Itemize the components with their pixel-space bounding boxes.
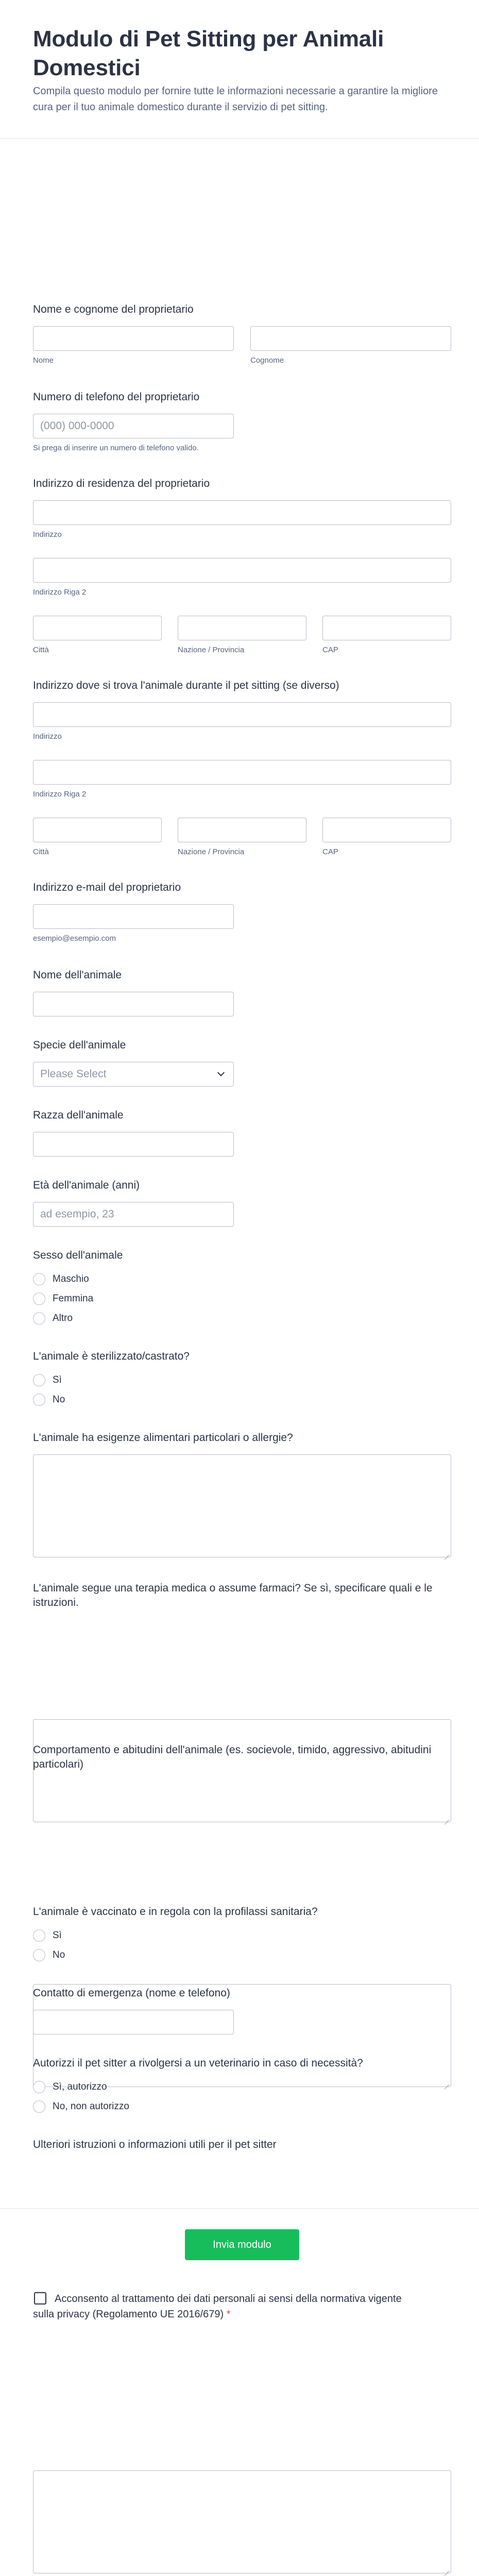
notes-textarea[interactable] [33,2470,451,2573]
radio-button[interactable] [33,1273,45,1285]
form-header [0,0,479,139]
pet-sterilized-options [33,1368,65,1407]
radio-option-maschio[interactable]: Maschio [33,1272,93,1286]
pet-name-input[interactable] [33,992,234,1016]
pet-age-input[interactable] [33,1202,234,1227]
radio-button[interactable] [33,1949,45,1961]
pet-species-selected: Please Select [40,1068,107,1080]
email-input[interactable] [33,904,234,929]
pet-region-sublabel: Nazione / Provincia [178,848,245,856]
diet-label: L'animale ha esigenze alimentari particolari o allergie? [33,1432,293,1444]
owner-zip-input[interactable] [322,616,451,640]
vet-auth-options [33,2075,129,2114]
vet-auth-label: Autorizzi il pet sitter a rivolgersi a un veterinario in caso di necessità? [33,2057,363,2069]
resize-grip-icon[interactable] [444,1550,449,1555]
vaccinated-label: L'animale è vaccinato e in regola con la profilassi sanitaria? [33,1906,318,1918]
pet-address-line1-sublabel: Indirizzo [33,732,62,741]
owner-address-line2-sublabel: Indirizzo Riga 2 [33,588,87,597]
pet-breed-label: Razza dell'animale [33,1109,124,1121]
consent-label: Acconsento al trattamento dei dati personali ai sensi della normativa vigente sulla privacy (Regolamento UE 2016/679) [33,2293,402,2320]
pet-zip-input[interactable] [322,818,451,842]
last-name-input[interactable] [250,326,451,351]
radio-button[interactable] [33,1929,45,1942]
therapy-label: L'animale segue una terapia medica o assume farmaci? Se sì, specificare quali e le istruzioni. [33,1582,433,1608]
owner-phone-label: Numero di telefono del proprietario [33,391,200,403]
phone-input[interactable] [33,414,234,438]
pet-city-sublabel: Città [33,848,49,856]
submit-button[interactable]: Invia modulo [185,2229,299,2260]
radio-option-si[interactable]: Sì [33,1373,65,1387]
owner-address-label: Indirizzo di residenza del proprietario [33,478,210,489]
consent-text [33,2291,404,2322]
owner-zip-sublabel: CAP [322,646,338,654]
owner-email-label: Indirizzo e-mail del proprietario [33,882,181,893]
owner-address-line1-input[interactable] [33,500,451,525]
radio-option-no[interactable]: No [33,1393,65,1407]
owner-name-label: Nome e cognome del proprietario [33,303,194,315]
emergency-label: Contatto di emergenza (nome e telefono) [33,1987,230,1999]
pet-address-line2-sublabel: Indirizzo Riga 2 [33,790,87,799]
pet-region-input[interactable] [178,818,306,842]
pet-species-label: Specie dell'animale [33,1039,126,1051]
owner-region-input[interactable] [178,616,306,640]
diet-textarea[interactable] [33,1454,451,1557]
required-mark: * [226,2309,231,2320]
radio-option-femmina[interactable]: Femmina [33,1292,93,1306]
first-name-input[interactable] [33,326,234,351]
form-description: Compila questo modulo per fornire tutte le informazioni necessarie a garantire la migliore cura per il tuo animale domestico durante il servizio di pet sitting. [33,86,438,113]
phone-placeholder: (000) 000-0000 [40,420,114,432]
owner-city-sublabel: Città [33,646,49,654]
pet-breed-input[interactable] [33,1132,234,1157]
owner-address-line1-sublabel: Indirizzo [33,530,62,539]
radio-button[interactable] [33,1374,45,1386]
owner-region-sublabel: Nazione / Provincia [178,646,245,654]
email-sublabel: esempio@esempio.com [33,934,116,943]
pet-address-label: Indirizzo dove si trova l'animale durante il pet sitting (se diverso) [33,680,339,691]
radio-option-si[interactable]: Sì [33,1928,65,1943]
pet-age-label: Età dell'animale (anni) [33,1179,140,1191]
pet-name-label: Nome dell'animale [33,969,122,981]
radio-button[interactable] [33,1312,45,1325]
owner-address-line2-input[interactable] [33,558,451,583]
pet-sterilized-label: L'animale è sterilizzato/castrato? [33,1350,190,1362]
resize-grip-icon[interactable] [444,2080,449,2085]
radio-button[interactable] [33,1394,45,1406]
notes-label: Ulteriori istruzioni o informazioni utili per il pet sitter [33,2139,277,2150]
emergency-input[interactable] [33,2010,234,2035]
resize-grip-icon[interactable] [444,1815,449,1820]
radio-option-altro[interactable]: Altro [33,1311,93,1326]
radio-option-autorizzo[interactable]: Sì, autorizzo [33,2080,129,2094]
first-name-sublabel: Nome [33,356,54,365]
behavior-label: Comportamento e abitudini dell'animale (es. socievole, timido, aggressivo, abitudini particolari) [33,1744,432,1770]
owner-city-input[interactable] [33,616,162,640]
pet-zip-sublabel: CAP [322,848,338,856]
pet-species-select[interactable] [33,1062,234,1087]
radio-button[interactable] [33,2081,45,2093]
chevron-down-icon [217,1069,225,1076]
pet-sex-options [33,1267,93,1326]
pet-sex-label: Sesso dell'animale [33,1249,123,1261]
pet-age-placeholder: ad esempio, 23 [40,1208,114,1220]
pet-address-line2-input[interactable] [33,760,451,785]
phone-help: Si prega di inserire un numero di telefono valido. [33,444,199,452]
radio-option-no[interactable]: No [33,1948,65,1962]
form-title: Modulo di Pet Sitting per Animali Domestici [33,26,384,80]
resize-grip-icon[interactable] [444,2566,449,2571]
radio-option-non-autorizzo[interactable]: No, non autorizzo [33,2099,129,2114]
pet-address-line1-input[interactable] [33,702,451,727]
last-name-sublabel: Cognome [250,356,284,365]
pet-city-input[interactable] [33,818,162,842]
radio-button[interactable] [33,2100,45,2113]
form-footer [0,2208,479,2283]
vaccinated-options [33,1923,65,1962]
radio-button[interactable] [33,1293,45,1305]
